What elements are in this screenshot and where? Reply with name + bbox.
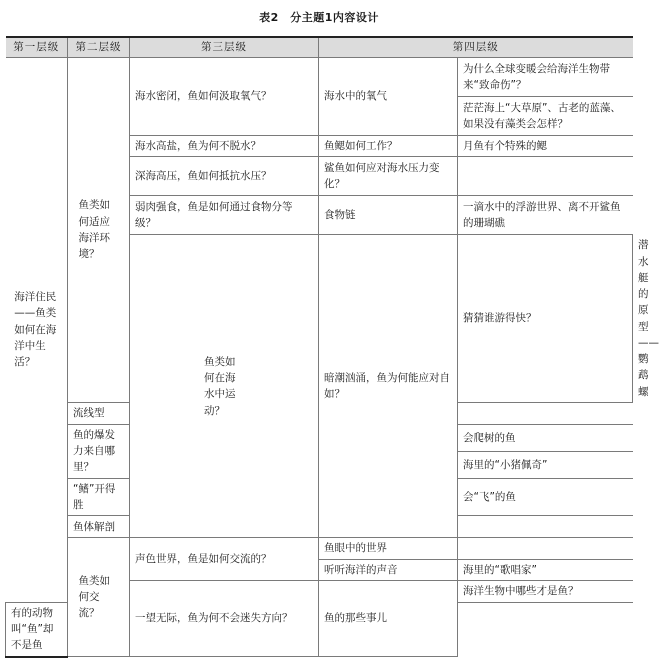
level4-topic-cell: 流线型 [68, 402, 130, 424]
level4-detail-cell: 会“飞”的鱼 [458, 478, 633, 516]
header-level2: 第二层级 [68, 37, 130, 58]
level4-topic-cell: 鱼的爆发力来自哪里？ [68, 424, 130, 478]
level4-detail-cell: 有的动物叫“鱼”却不是鱼 [6, 602, 68, 656]
level4-detail-cell: 海洋生物中哪些才是鱼？ [458, 580, 633, 602]
level3-cell: 弱肉强食，鱼是如何通过食物分等级？ [130, 196, 319, 235]
level4-detail-cell: 会爬树的鱼 [458, 424, 633, 451]
level4-topic-cell: 听听海洋的声音 [319, 559, 458, 580]
level4-topic-cell: 食物链 [319, 196, 458, 235]
header-level4: 第四层级 [319, 37, 633, 58]
level3-cell: 深海高压，鱼如何抵抗水压？ [130, 157, 319, 196]
table-row [6, 538, 633, 559]
level4-detail-cell: 月鱼有个特殊的鳃 [458, 136, 633, 157]
level4-topic-cell: 鱼眼中的世界 [319, 538, 458, 559]
level1-cell: 海洋住民——鱼类如何在海洋中生活？ [6, 58, 68, 603]
level3-cell: 海水高盐，鱼为何不脱水？ [130, 136, 319, 157]
header-row [6, 37, 633, 58]
level4-topic-cell: 海水中的氧气 [319, 58, 458, 136]
level4-detail-cell [458, 157, 633, 196]
level4-topic-cell: 猜猜谁游得快？ [458, 235, 633, 403]
header-level1: 第一层级 [6, 37, 68, 58]
content-design-table [5, 36, 659, 658]
level4-detail-cell: 为什么全球变暖会给海洋生物带来“致命伤”？ [458, 58, 633, 97]
level3-cell: 暗潮汹涌，鱼为何能应对自如？ [319, 235, 458, 538]
level4-detail-cell: 一滴水中的浮游世界、离不开鲨鱼的珊瑚礁 [458, 196, 633, 235]
level3-cell: 声色世界，鱼是如何交流的？ [130, 538, 319, 581]
level3-cell: 海水密闭，鱼如何汲取氧气？ [130, 58, 319, 136]
level4-topic-cell: 鱼体解剖 [68, 516, 130, 538]
level2-cell: 鱼类如何在海水中运动？ [130, 235, 319, 538]
level4-detail-cell: 茫茫海上“大草原”、古老的蓝藻、如果没有藻类会怎样？ [458, 97, 633, 136]
level4-detail-cell [458, 538, 633, 559]
table-caption: 表2 分主题1内容设计 [259, 11, 379, 24]
table-row: 鱼类如何在海水中运动？ 暗潮汹涌，鱼为何能应对自如？ 猜猜谁游得快？ 潜水艇的原型——鹦鹉螺 [6, 235, 633, 403]
level3-cell: 一望无际，鱼为何不会迷失方向？ [130, 580, 319, 656]
level2-cell: 鱼类如何适应海洋环境？ [68, 58, 130, 403]
level4-topic-cell: “鳍”开得胜 [68, 478, 130, 516]
level4-detail-cell [458, 402, 633, 424]
level4-topic-cell: 鲨鱼如何应对海水压力变化？ [319, 157, 458, 196]
level4-topic-cell: 鱼的那些事儿 [319, 580, 458, 656]
level4-topic-cell: 鱼鳃如何工作？ [319, 136, 458, 157]
table-row [6, 58, 633, 97]
level2-cell: 鱼类如何交流？ [68, 538, 130, 657]
level4-detail-cell: 海里的“小猪佩奇” [458, 451, 633, 478]
level4-detail-cell [458, 516, 633, 538]
header-level3: 第三层级 [130, 37, 319, 58]
level4-detail-cell: 海里的“歌唱家” [458, 559, 633, 580]
